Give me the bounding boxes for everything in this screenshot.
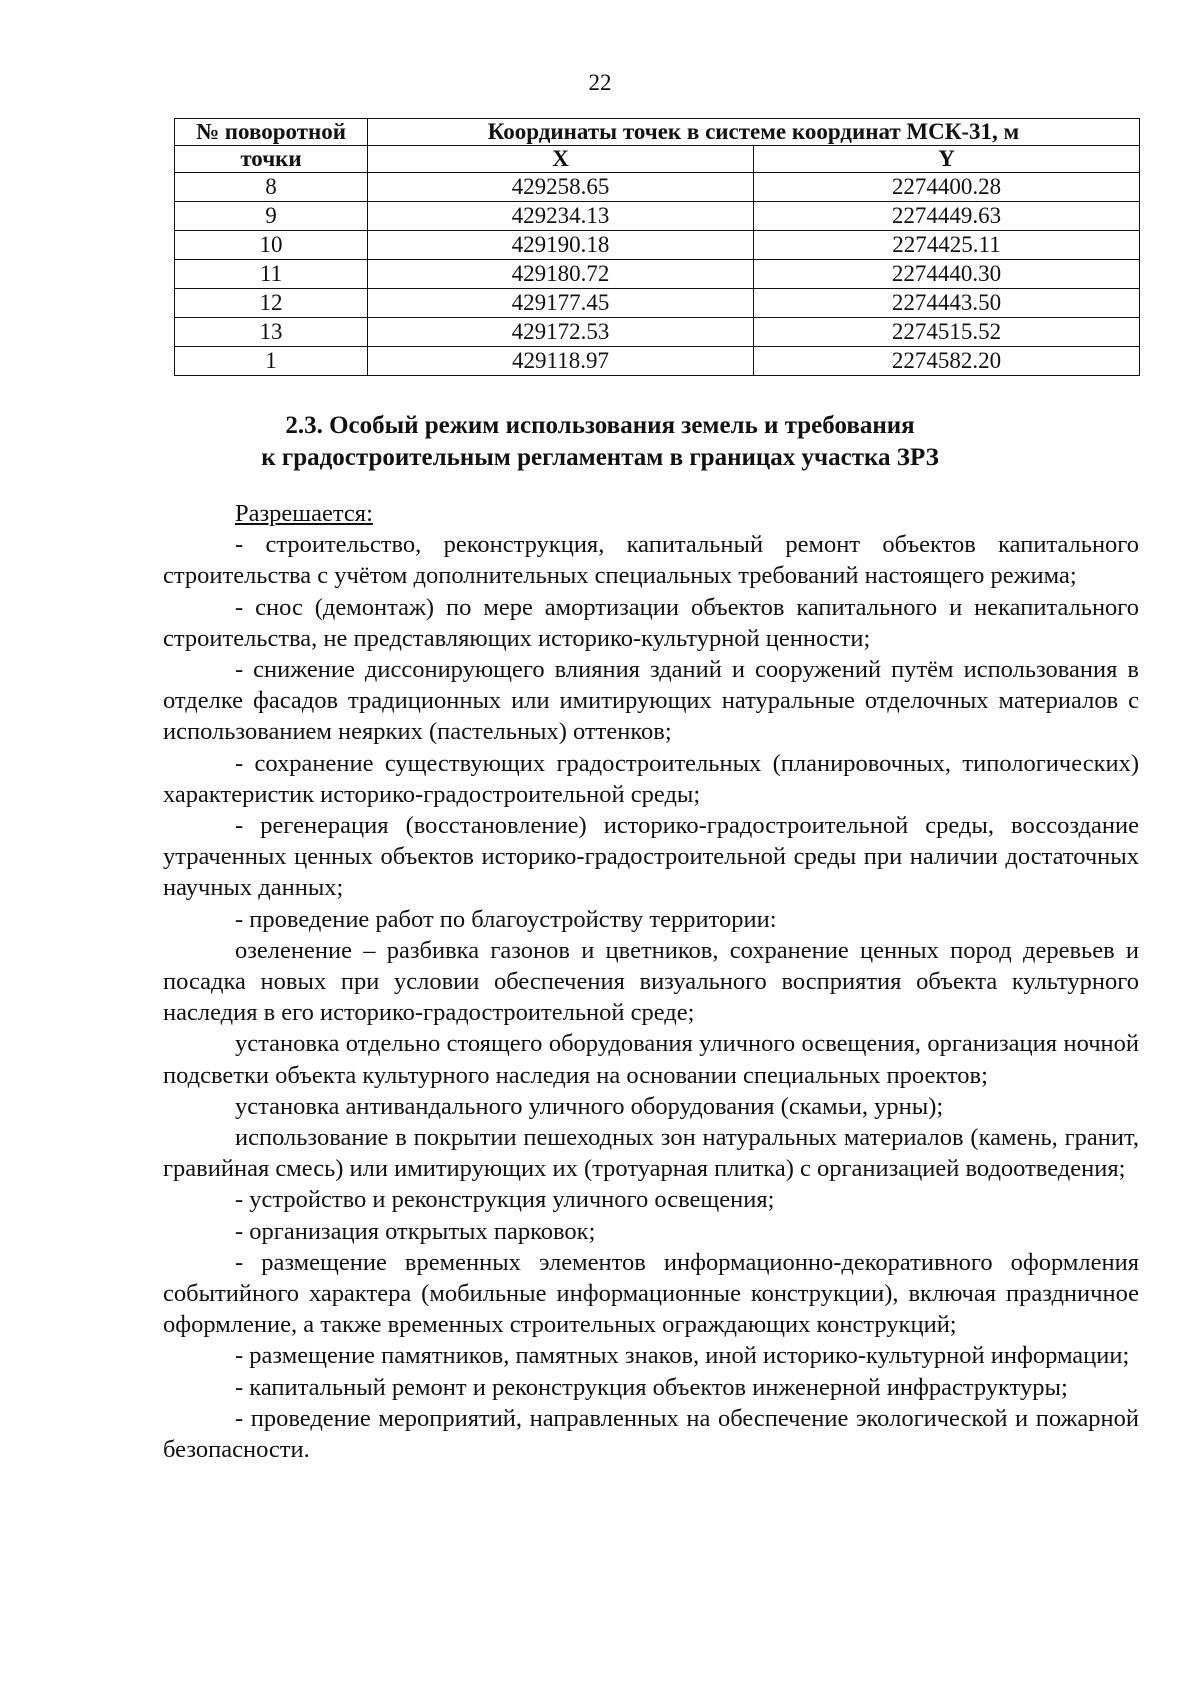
- cell-y: 2274425.11: [754, 231, 1140, 260]
- paragraph: - размещение памятников, памятных знаков, иной историко-культурной информации;: [235, 1342, 1130, 1370]
- paragraph: озеленение – разбивка газонов и цветников, сохранение ценных пород деревьев и посадка новых при условии обеспечения визуального восприятия объекта культурного наследия в его историко-градостроительной среде;: [163, 936, 1139, 1027]
- table-body: [175, 173, 1140, 376]
- paragraph: - снижение диссонирующего влияния зданий и сооружений путём использования в отделке фасадов традиционных или имитирующих натуральные отделочных материалов с использованием неярких (пастельных) оттенков;: [163, 656, 1139, 746]
- section-title-line1: 2.3. Особый режим использования земель и требования: [285, 412, 915, 439]
- section-title-line2: к градостроительным регламентам в границах участка ЗРЗ: [261, 444, 939, 471]
- permitted-heading: [163, 498, 1139, 529]
- paragraph: - сохранение существующих градостроительных (планировочных, типологических) характеристик историко-градостроительной среды;: [163, 749, 1139, 808]
- paragraph: - проведение мероприятий, направленных на обеспечение экологической и пожарной безопасности.: [163, 1404, 1139, 1464]
- cell-point-number: 12: [175, 289, 368, 318]
- header-point-number-line1: № поворотной: [195, 119, 347, 144]
- paragraph: - устройство и реконструкция уличного освещения;: [235, 1186, 775, 1214]
- cell-y: 2274440.30: [754, 260, 1140, 289]
- paragraph: установка отдельно стоящего оборудования уличного освещения, организация ночной подсветки объекта культурного наследия на основании специальных проектов;: [163, 1030, 1139, 1089]
- cell-y: 2274400.28: [754, 173, 1140, 202]
- cell-x: 429258.65: [368, 173, 754, 202]
- table-row: [175, 318, 1140, 347]
- section-title: [0, 410, 1200, 474]
- cell-point-number: 11: [175, 260, 368, 289]
- paragraph: - снос (демонтаж) по мере амортизации объектов капитального и некапитального строительства, не представляющих историко-культурной ценности;: [163, 593, 1139, 652]
- paragraph: - капитальный ремонт и реконструкция объектов инженерной инфраструктуры;: [235, 1373, 1068, 1401]
- paragraph: - размещение временных элементов информационно-декоративного оформления событийного характера (мобильные информационные конструкции), включая праздничное оформление, а также временных строительных ограждающих конструкций;: [163, 1248, 1139, 1339]
- cell-point-number: 9: [175, 202, 368, 231]
- cell-x: 429190.18: [368, 231, 754, 260]
- cell-x: 429234.13: [368, 202, 754, 231]
- paragraph: - проведение работ по благоустройству территории:: [235, 905, 777, 933]
- paragraph: установка антивандального уличного оборудования (скамьи, урны);: [235, 1092, 944, 1120]
- coordinates-table: [174, 118, 1140, 376]
- table-header-row: [175, 119, 1140, 146]
- cell-point-number: 8: [175, 173, 368, 202]
- cell-x: 429180.72: [368, 260, 754, 289]
- cell-y: 2274582.20: [754, 347, 1140, 376]
- header-y: Y: [754, 146, 1140, 173]
- paragraph: - регенерация (восстановление) историко-градостроительной среды, воссоздание утраченных ценных объектов историко-градостроительной среды при наличии достаточных научных данных;: [163, 812, 1139, 902]
- permitted-heading-text: Разрешается:: [235, 500, 373, 527]
- cell-point-number: 1: [175, 347, 368, 376]
- paragraph: использование в покрытии пешеходных зон натуральных материалов (камень, гранит, гравийная смесь) или имитирующих их (тротуарная плитка) с организацией водоотведения;: [163, 1124, 1139, 1183]
- table-row: [175, 202, 1140, 231]
- table-row: [175, 347, 1140, 376]
- cell-y: 2274449.63: [754, 202, 1140, 231]
- cell-point-number: 13: [175, 318, 368, 347]
- body-text: [163, 498, 1139, 1465]
- cell-point-number: 10: [175, 231, 368, 260]
- cell-x: 429172.53: [368, 318, 754, 347]
- cell-x: 429177.45: [368, 289, 754, 318]
- header-point-number: [175, 119, 368, 146]
- cell-y: 2274443.50: [754, 289, 1140, 318]
- paragraph: - строительство, реконструкция, капитальный ремонт объектов капитального строительства с учётом дополнительных специальных требований настоящего режима;: [163, 531, 1139, 590]
- header-coordinates: Координаты точек в системе координат МСК-31, м: [368, 119, 1140, 146]
- header-point-number-line2: точки: [175, 146, 368, 173]
- table-row: [175, 289, 1140, 318]
- table-subheader-row: [175, 146, 1140, 173]
- cell-x: 429118.97: [368, 347, 754, 376]
- cell-y: 2274515.52: [754, 318, 1140, 347]
- paragraph: - организация открытых парковок;: [235, 1217, 596, 1245]
- header-x: X: [368, 146, 754, 173]
- page-number: 22: [588, 70, 612, 95]
- table-row: [175, 231, 1140, 260]
- table-row: [175, 260, 1140, 289]
- table-row: [175, 173, 1140, 202]
